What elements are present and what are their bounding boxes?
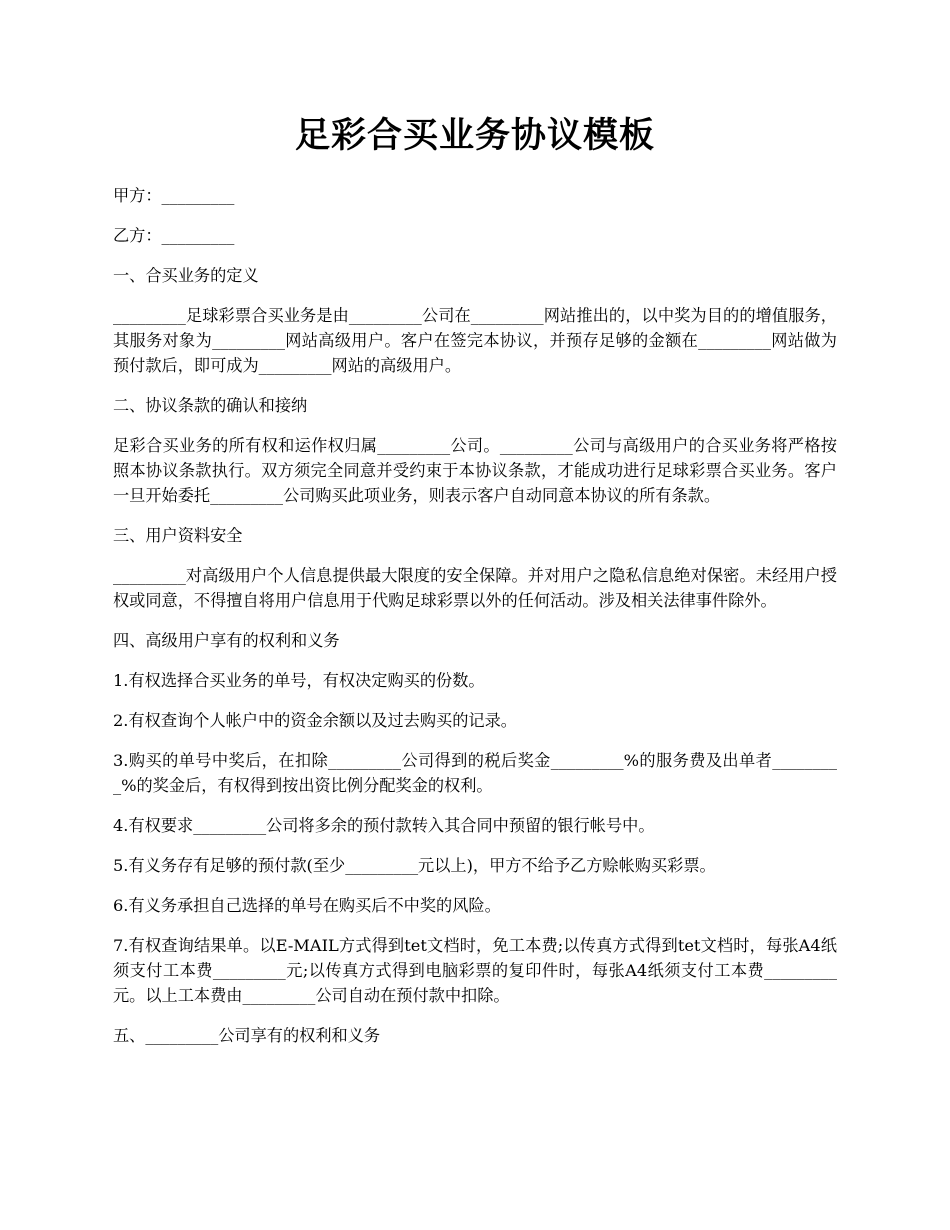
section-heading-3: 三、用户资料安全: [113, 526, 243, 545]
clause-item-5: 5.有义务存有足够的预付款(至少_________元以上)，甲方不给予乙方赊帐购买彩票。: [113, 856, 716, 875]
section-heading-5: 五、_________公司享有的权利和义务: [113, 1026, 381, 1045]
section-heading-2: 二、协议条款的确认和接纳: [113, 396, 308, 415]
clause-item-2: 2.有权查询个人帐户中的资金余额以及过去购买的记录。: [113, 711, 517, 730]
document-title: 足彩合买业务协议模板: [294, 115, 655, 156]
clause-item-1: 1.有权选择合买业务的单号，有权决定购买的份数。: [113, 671, 485, 690]
party-b-line: 乙方：_________: [113, 226, 235, 245]
clause-item-6: 6.有义务承担自己选择的单号在购买后不中奖的风险。: [113, 896, 501, 915]
section-body-3: _________对高级用户个人信息提供最大限度的安全保障。并对用户之隐私信息绝对保密。未经用户授权或同意，不得擅自将用户信息用于代购足球彩票以外的任何活动。涉及相关法律事件除外。: [113, 566, 837, 610]
clause-item-7: 7.有权查询结果单。以E-MAIL方式得到tet文档时，免工本费;以传真方式得到tet文档时，每张A4纸须支付工本费_________元;以传真方式得到电脑彩票的复印件时，每张A4纸须支付工本费_________元。以上工本费由_________公司自动在预付款中扣除。: [113, 936, 837, 1005]
clause-item-3: 3.购买的单号中奖后，在扣除_________公司得到的税后奖金_________%的服务费及出单者_________%的奖金后，有权得到按出资比例分配奖金的权利。: [113, 751, 837, 795]
section-body-2: 足彩合买业务的所有权和运作权归属_________公司。_________公司与高级用户的合买业务将严格按照本协议条款执行。双方须完全同意并受约束于本协议条款，才能成功进行足球彩票合买业务。客户一旦开始委托_________公司购买此项业务，则表示客户自动同意本协议的所有条款。: [113, 436, 837, 505]
section-body-1: _________足球彩票合买业务是由_________公司在_________网站推出的，以中奖为目的的增值服务，其服务对象为_________网站高级用户。客户在签完本协议，并预存足够的金额在_________网站做为预付款后，即可成为_________网站的高级用户。: [113, 306, 837, 375]
section-heading-1: 一、合买业务的定义: [113, 266, 259, 285]
clause-item-4: 4.有权要求_________公司将多余的预付款转入其合同中预留的银行帐号中。: [113, 816, 655, 835]
section-heading-4: 四、高级用户享有的权利和义务: [113, 631, 340, 650]
document-body: [113, 183, 837, 1048]
party-a-line: 甲方：_________: [113, 186, 235, 205]
